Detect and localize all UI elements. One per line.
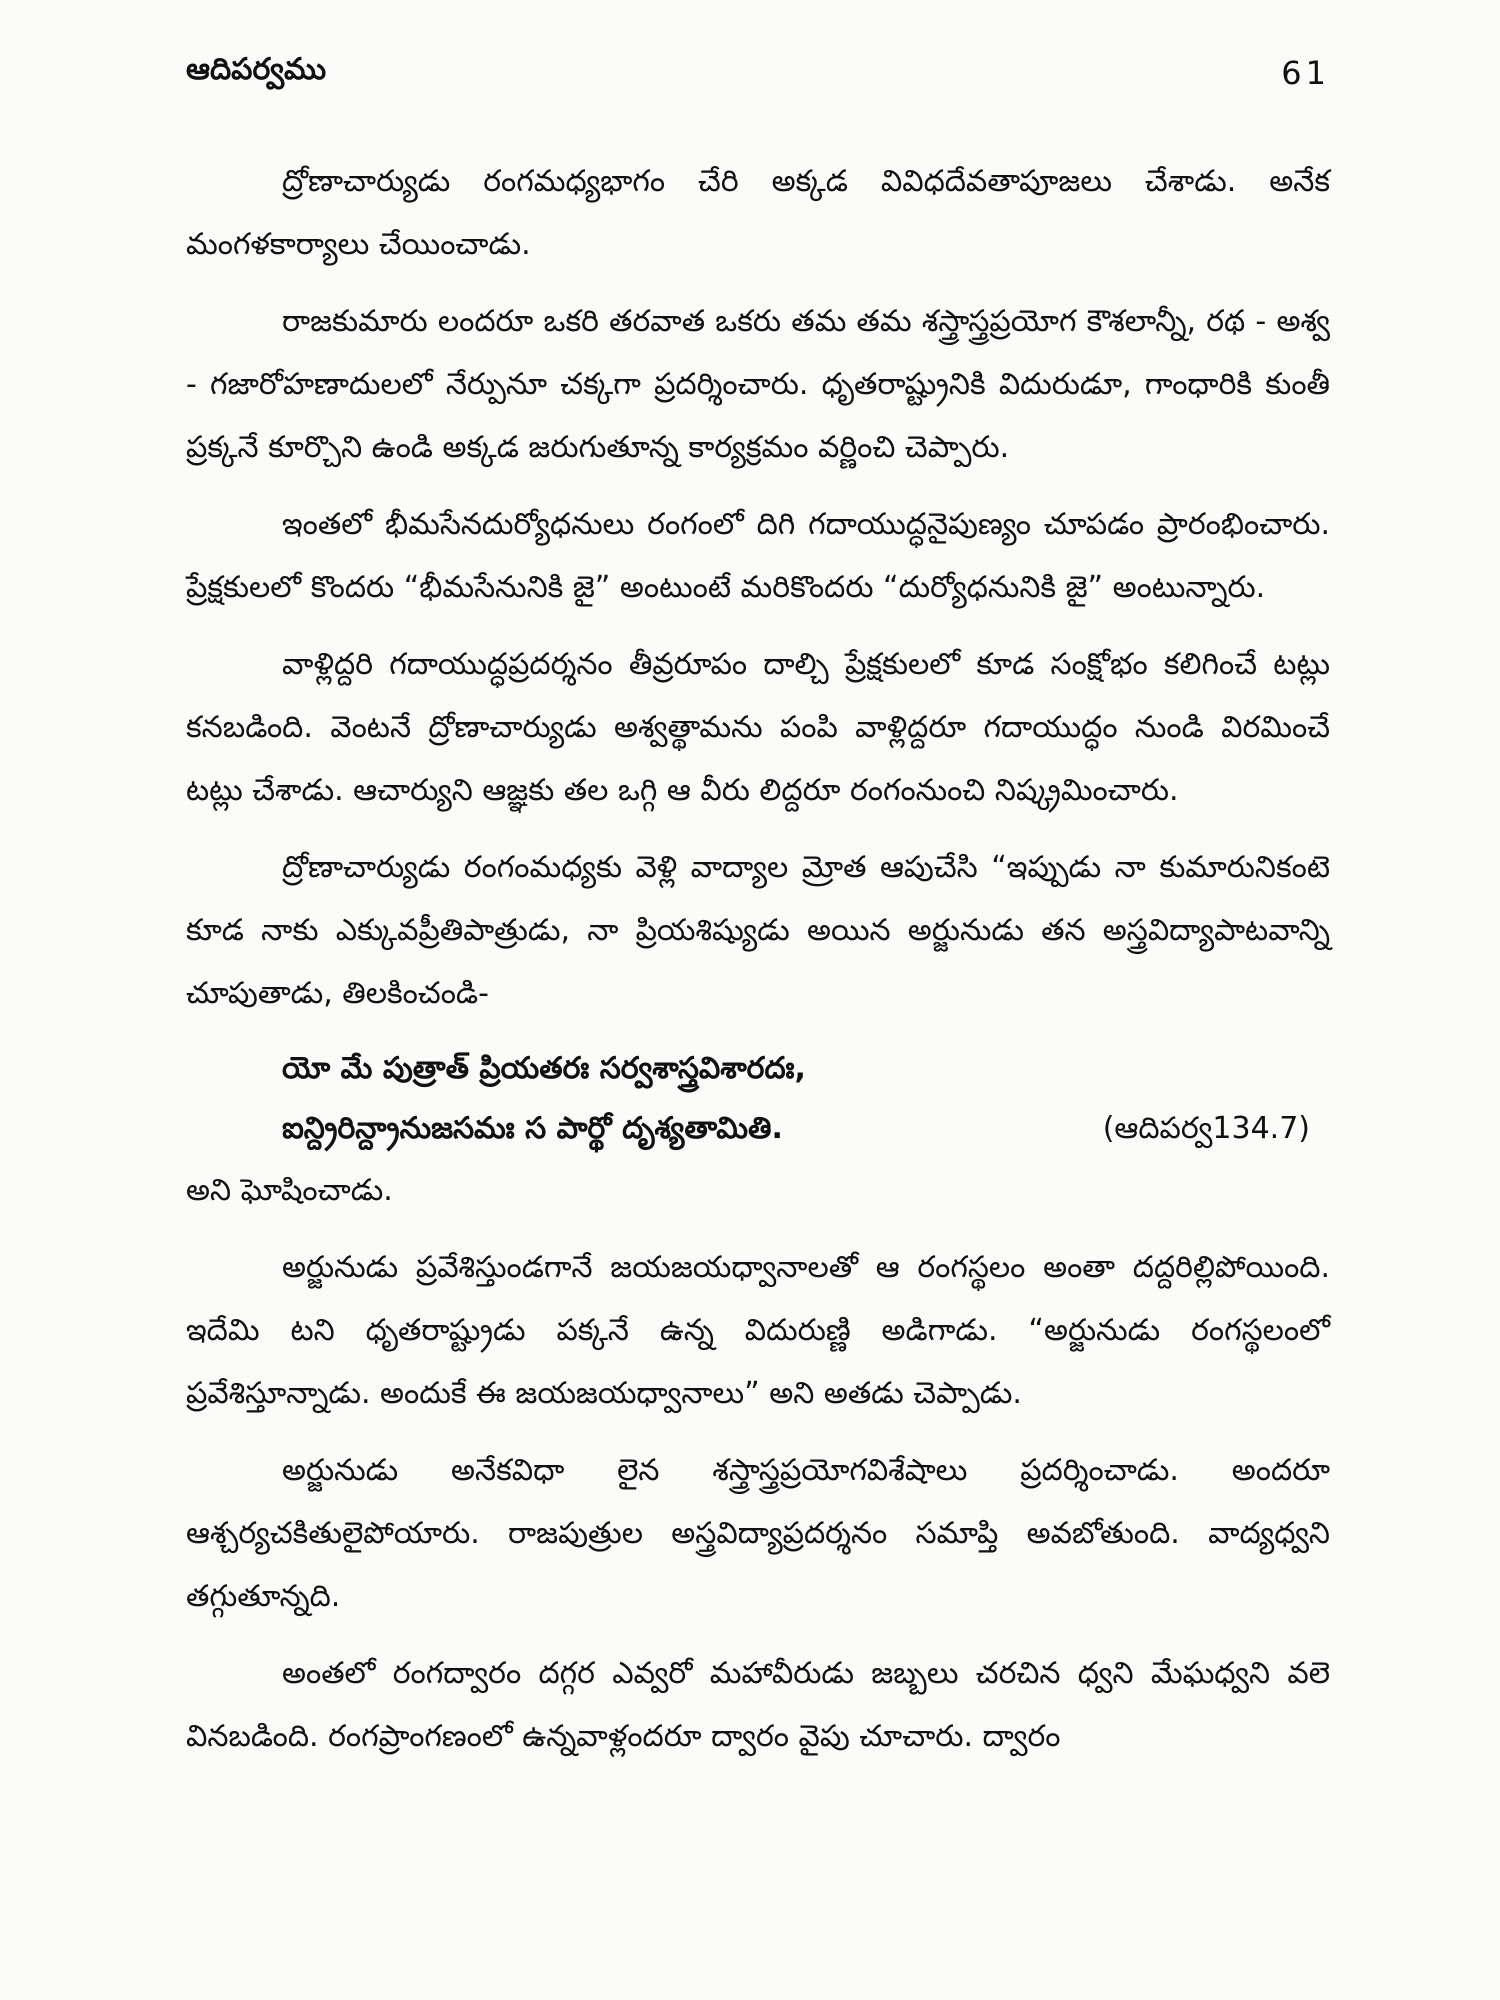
paragraph: ఇంతలో భీమసేనదుర్యోధనులు రంగంలో దిగి గదాయుద్ధనైపుణ్యం చూపడం ప్రారంభించారు. ప్రేక్షకులలో కొందరు “భీమసేనునికి జై” అంటుంటే మరికొందరు “దుర్యోధనునికి జై” అంటున్నారు. [186, 507, 1330, 605]
page-body [186, 150, 1330, 1782]
paragraph: ద్రోణాచార్యుడు రంగమధ్యభాగం చేరి అక్కడ వివిధదేవతాపూజలు చేశాడు. అనేక మంగళకార్యాలు చేయించాడు. [186, 164, 1330, 262]
verse-line-2: ఐన్ద్రిరిన్ద్రానుజసమః స పార్థో దృశ్యతామితి. [282, 1111, 783, 1146]
page-number: 61 [1281, 54, 1330, 92]
paragraph-continuation: అని ఘోషించాడు. [186, 1173, 393, 1208]
verse-reference: (ఆదిపర్వ134.7) [1102, 1111, 1310, 1146]
page-header [186, 48, 1330, 98]
paragraph: అంతలో రంగద్వారం దగ్గర ఎవ్వరో మహావీరుడు జబ్బలు చరచిన ధ్వని మేఘధ్వని వలె వినబడింది. రంగప్రాంగణంలో ఉన్నవాళ్లందరూ ద్వారం వైపు చూచారు. ద్వారం [186, 1656, 1330, 1754]
paragraph: ద్రోణాచార్యుడు రంగంమధ్యకు వెళ్లి వాద్యాల మ్రోత ఆపుచేసి “ఇప్పుడు నా కుమారునికంటె కూడ నాకు ఎక్కువప్రీతిపాత్రుడు, నా ప్రియశిష్యుడు అయిన అర్జునుడు తన అస్త్రవిద్యాపాటవాన్ని చూపుతాడు, తిలకించండి- [186, 850, 1330, 1011]
sanskrit-verse [186, 1039, 1330, 1159]
paragraph: రాజకుమారు లందరూ ఒకరి తరవాత ఒకరు తమ తమ శస్త్రాస్త్రప్రయోగ కౌశలాన్నీ, రథ - అశ్వ - గజారోహణాదులలో నేర్పునూ చక్కగా ప్రదర్శించారు. ధృతరాష్ట్రునికి విదురుడూ, గాంధారికి కుంతీ ప్రక్కనే కూర్చొని ఉండి అక్కడ జరుగుతూన్న కార్యక్రమం వర్ణించి చెప్పారు. [186, 304, 1330, 465]
running-title: ఆదిపర్వము [186, 52, 327, 87]
paragraph: వాళ్లిద్దరి గదాయుద్ధప్రదర్శనం తీవ్రరూపం దాల్చి ప్రేక్షకులలో కూడ సంక్షోభం కలిగించే టట్లు కనబడింది. వెంటనే ద్రోణాచార్యుడు అశ్వత్థామను పంపి వాళ్లిద్దరూ గదాయుద్ధం నుండి విరమించే టట్లు చేశాడు. ఆచార్యుని ఆజ్ఞకు తల ఒగ్గి ఆ వీరు లిద్దరూ రంగంనుంచి నిష్క్రమించారు. [186, 647, 1330, 808]
paragraph: అర్జునుడు అనేకవిధా లైన శస్త్రాస్త్రప్రయోగవిశేషాలు ప్రదర్శించాడు. అందరూ ఆశ్చర్యచకితులైపోయారు. రాజపుత్రుల అస్త్రవిద్యాప్రదర్శనం సమాప్తి అవబోతుంది. వాద్యధ్వని తగ్గుతూన్నది. [186, 1453, 1330, 1614]
paragraph: అర్జునుడు ప్రవేశిస్తుండగానే జయజయధ్వానాలతో ఆ రంగస్థలం అంతా దద్దరిల్లిపోయింది. ఇదేమి టని ధృతరాష్ట్రుడు పక్కనే ఉన్న విదురుణ్ణి అడిగాడు. “అర్జునుడు రంగస్థలంలో ప్రవేశిస్తూన్నాడు. అందుకే ఈ జయజయధ్వానాలు” అని అతడు చెప్పాడు. [186, 1250, 1330, 1411]
verse-line-1: యో మే పుత్రాత్ ప్రియతరః సర్వశాస్త్రవిశారదః, [282, 1051, 806, 1086]
verse-row-2 [282, 1099, 1330, 1159]
